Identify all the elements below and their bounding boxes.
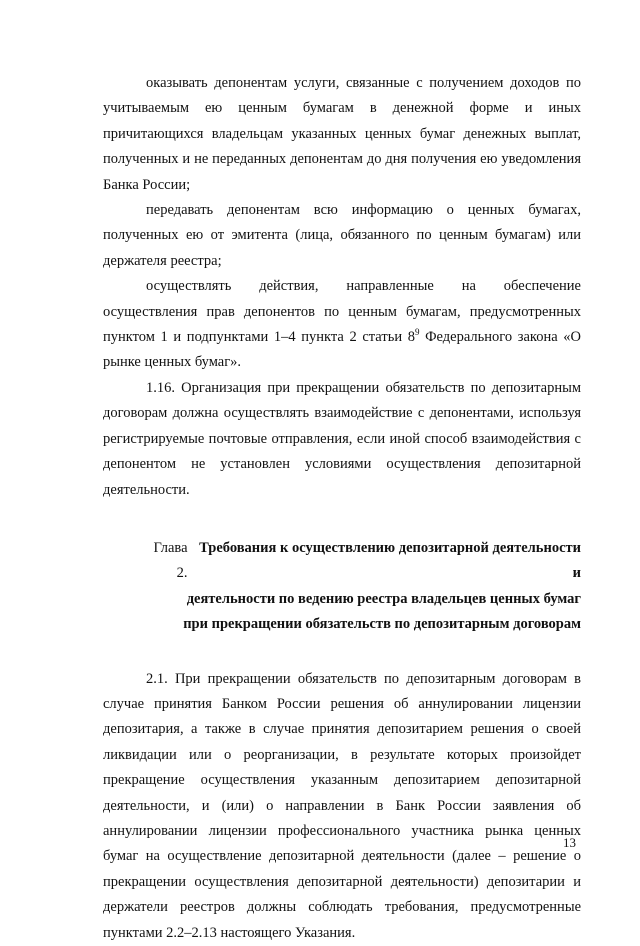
- chapter-heading-line-1: [103, 536, 581, 587]
- chapter-number: Глава 2.: [153, 539, 188, 582]
- paragraph-actions: [103, 274, 581, 376]
- paragraph-services: оказывать депонентам услуги, связанные с получением доходов по учитываемым ею ценным бумагам в денежной форме и иных причитающихся владельцам указанных ценных бумаг денежных выплат, полученных и не переданных депонентам до дня получения ею уведомления Банка России;: [103, 75, 581, 193]
- chapter-title-line-1: Требования к осуществлению депозитарной деятельности и: [199, 539, 581, 582]
- page-number: 13: [563, 835, 576, 850]
- chapter-heading-line-3: [103, 612, 581, 637]
- footnote-superscript: 9: [414, 327, 420, 338]
- paragraph-actions-tail: Федерального закона «О рынке ценных бумаг».: [103, 329, 581, 371]
- chapter-title-line-2: деятельности по ведению реестра владельцев ценных бумаг: [186, 590, 581, 607]
- paragraph-information: передавать депонентам всю информацию о ценных бумагах, полученных ею от эмитента (лица, обязанного по ценным бумагам) или держателя реестра;: [103, 202, 581, 269]
- paragraph-1-16: 1.16. Организация при прекращении обязательств по депозитарным договорам должна осуществлять взаимодействие с депонентами, используя регистрируемые почтовые отправления, если иной способ взаимодействия с депонентом не установлен условиями осуществления депозитарной деятельности.: [103, 379, 581, 498]
- paragraph-actions-text: осуществлять действия, направленные на обеспечение осуществления прав депонентов по ценным бумагам, предусмотренных пунктом 1 и подпунктами 1–4 пункта 2 статьи 8: [103, 278, 581, 346]
- chapter-title-line-3: при прекращении обязательств по депозитарным договорам: [183, 616, 581, 633]
- chapter-heading: [103, 536, 581, 638]
- page-content: [103, 71, 581, 946]
- paragraph-2-1: 2.1. При прекращении обязательств по депозитарным договорам в случае принятия Банком России решения об аннулировании лицензии депозитария, а также в случае принятия депозитарием решения о своей ликвидации или о реорганизации, в результате которых произойдет прекращение осуществления указанным депозитарием депозитарной деятельности, и (или) о направлении в Банк России заявления об аннулировании лицензии профессионального участника рынка ценных бумаг на осуществление депозитарной деятельности (далее – решение о прекращении осуществления депозитарной деятельности) депозитарии и держатели реестров должны соблюдать требования, предусмотренные пунктами 2.2–2.13 настоящего Указания.: [103, 670, 581, 941]
- chapter-heading-line-2: [103, 587, 581, 612]
